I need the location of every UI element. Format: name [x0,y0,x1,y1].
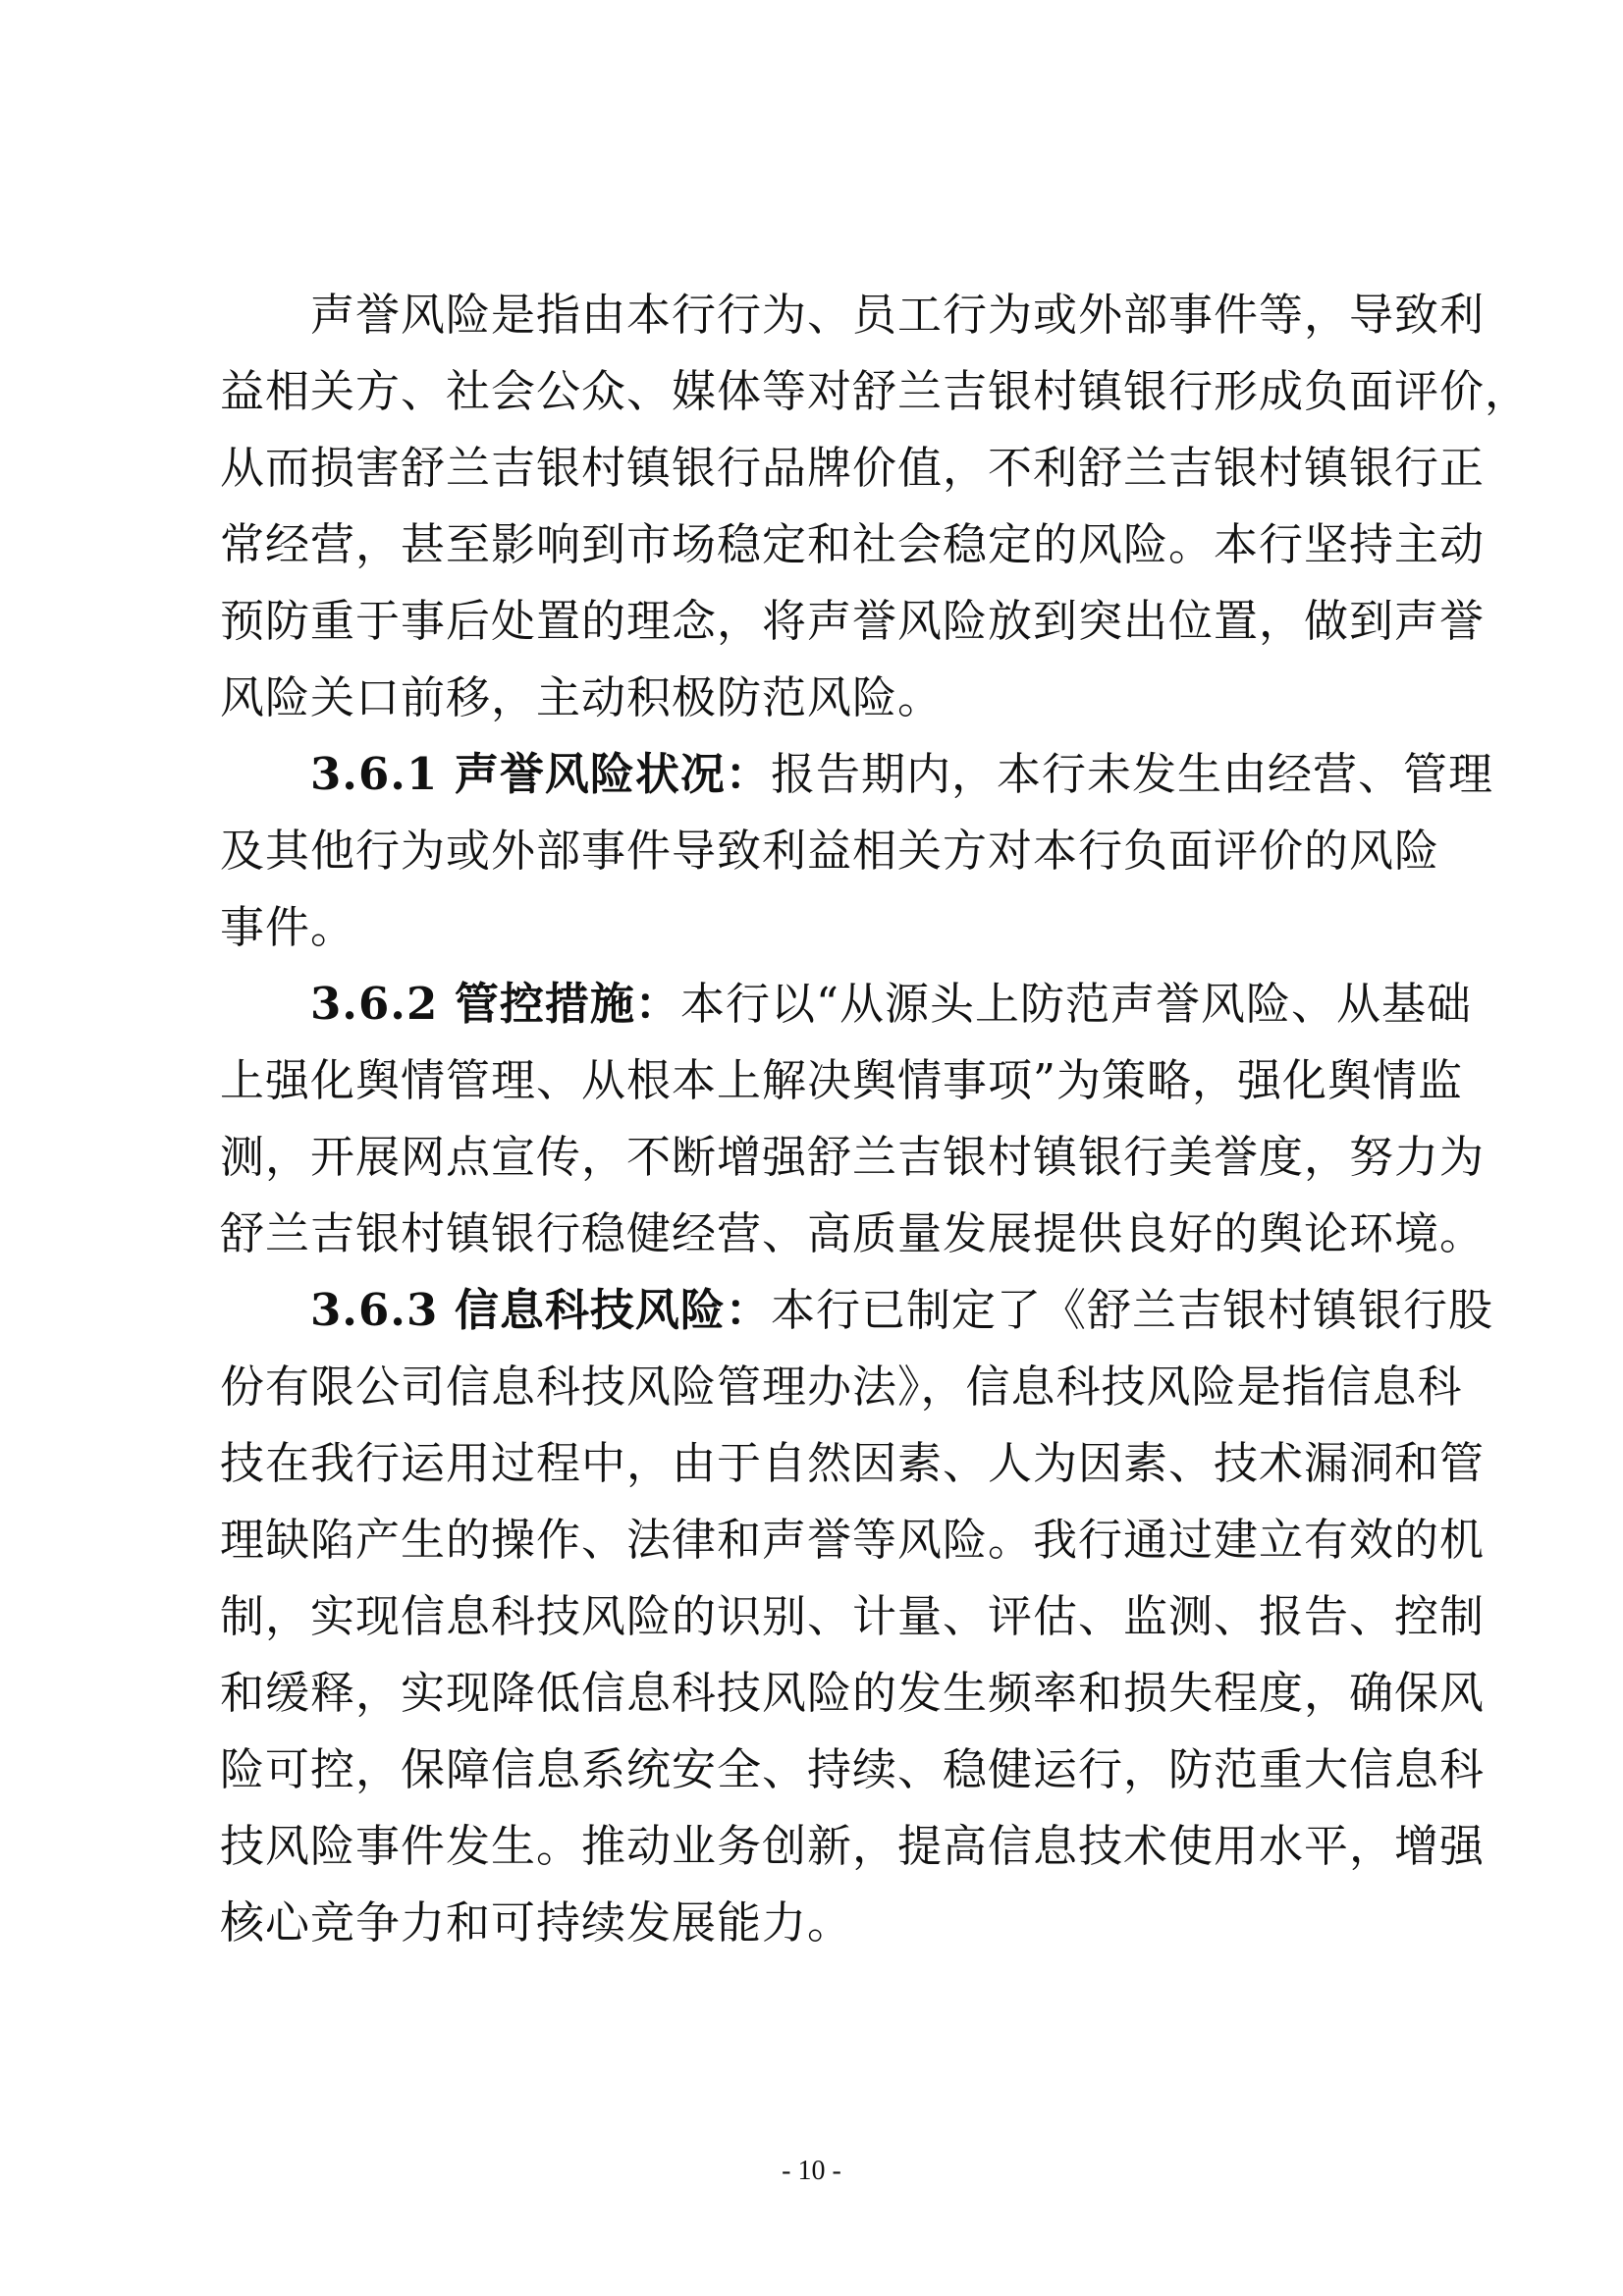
text-line: 核心竞争力和可持续发展能力。 [220,1896,853,1949]
text-line: 舒兰吉银村镇银行稳健经营、高质量发展提供良好的舆论环境。 [220,1207,1486,1259]
text-segment: 本行以“从源头上防范声誉风险、从基础 [679,978,1472,1030]
text-segment: 本行已制定了《舒兰吉银村镇银行股 [770,1284,1493,1336]
paragraph-reputation-risk-status [220,736,1493,966]
text-line: 事件。 [220,901,356,953]
text-line: 技风险事件发生。推动业务创新，提高信息技术使用水平，增强 [220,1820,1486,1872]
section-label-3-6-3: 3.6.3 信息科技风险： [310,1284,771,1336]
paragraph-reputation-risk-definition [220,277,1531,736]
text-line: 从而损害舒兰吉银村镇银行品牌价值，不利舒兰吉银村镇银行正 [220,442,1486,494]
section-label-3-6-1: 3.6.1 声誉风险状况： [310,748,771,800]
section-label-3-6-2: 3.6.2 管控措施： [310,978,680,1030]
text-line: 理缺陷产生的操作、法律和声誉等风险。我行通过建立有效的机 [220,1514,1486,1566]
text-line: 险可控，保障信息系统安全、持续、稳健运行，防范重大信息科 [220,1743,1486,1795]
text-line [220,966,1472,1042]
text-line: 上强化舆情管理、从根本上解决舆情事项”为策略，强化舆情监 [220,1054,1464,1106]
text-line: 技在我行运用过程中，由于自然因素、人为因素、技术漏洞和管 [220,1437,1486,1489]
text-line: 益相关方、社会公众、媒体等对舒兰吉银村镇银行形成负面评价， [220,365,1531,417]
text-line: 声誉风险是指由本行行为、员工行为或外部事件等，导致利 [310,289,1486,341]
text-segment: 报告期内，本行未发生由经营、管理 [770,748,1493,800]
text-line: 份有限公司信息科技风险管理办法》，信息科技风险是指信息科 [220,1361,1463,1413]
document-body [220,277,1531,1961]
paragraph-control-measures [220,966,1486,1272]
text-line: 制，实现信息科技风险的识别、计量、评估、监测、报告、控制 [220,1590,1486,1642]
text-line: 及其他行为或外部事件导致利益相关方对本行负面评价的风险 [220,825,1440,877]
paragraph-it-risk [220,1272,1493,1961]
text-line: 预防重于事后处置的理念，将声誉风险放到突出位置，做到声誉 [220,595,1486,647]
text-line: 风险关口前移，主动积极防范风险。 [220,671,944,723]
page-number: - 10 - [782,2156,841,2186]
text-line: 测，开展网点宣传，不断增强舒兰吉银村镇银行美誉度，努力为 [220,1131,1486,1183]
text-line: 和缓释，实现降低信息科技风险的发生频率和损失程度，确保风 [220,1667,1486,1719]
text-line [220,736,1493,813]
text-line [220,1272,1493,1349]
text-line: 常经营，甚至影响到市场稳定和社会稳定的风险。本行坚持主动 [220,518,1486,570]
